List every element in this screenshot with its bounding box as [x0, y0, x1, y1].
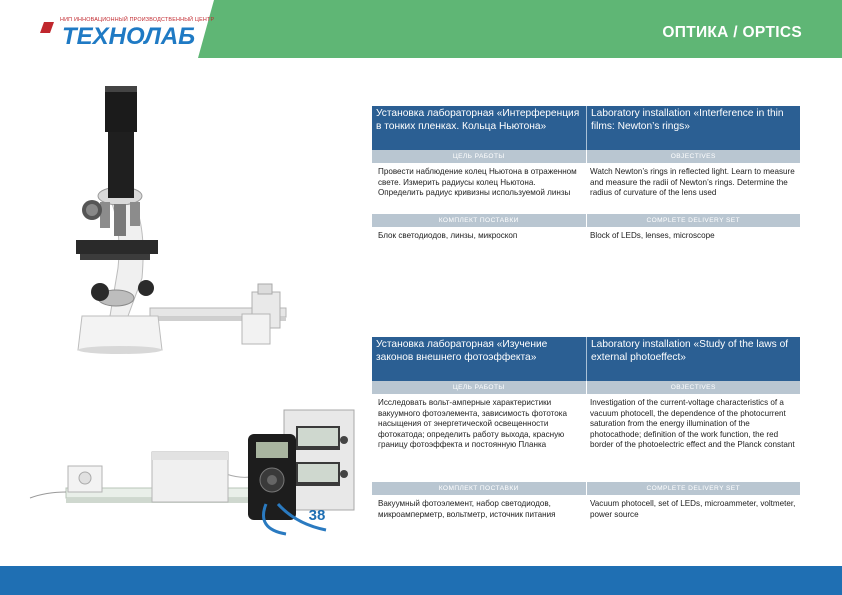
header-bar	[0, 0, 842, 58]
delivery-set-header-ru: КОМПЛЕКТ ПОСТАВКИ	[438, 485, 519, 492]
delivery-set-text-ru: Вакуумный фотоэлемент, набор светодиодов, микроамперметр, вольтметр, источник питания	[378, 499, 556, 519]
product-title-row	[372, 106, 800, 150]
logo-tagline: НИП ИННОВАЦИОННЫЙ ПРОИЗВОДСТВЕННЫЙ ЦЕНТР	[60, 17, 215, 23]
microscope-illustration	[70, 78, 300, 358]
section-title: ОПТИКА / OPTICS	[662, 24, 802, 41]
product-title-en: Laboratory installation «Study of the laws of external photoeffect»	[586, 337, 800, 381]
objectives-header-row	[372, 150, 800, 163]
delivery-set-row	[372, 495, 800, 535]
objectives-header-en: OBJECTIVES	[586, 150, 801, 163]
product-title-row	[372, 337, 800, 381]
objectives-text-ru: Исследовать вольт-амперные характеристики вакуумного фотоэлемента, зависимость фототока насыщения от энергетической освещенности фотокатода; определить работу выхода, красную границу фотоэффекта и постоянную Планка	[378, 398, 567, 449]
product-block-newtons-rings	[372, 106, 800, 247]
product-title-ru: Установка лабораторная «Интерференция в тонких пленках. Кольца Ньютона»	[376, 108, 580, 132]
objectives-text-ru: Провести наблюдение колец Ньютона в отраженном свете. Измерить радиусы колец Ньютона. Определить радиус кривизны используемой линзы	[378, 167, 577, 197]
logo-text: ТЕХНОЛАБ	[62, 23, 196, 50]
delivery-set-text-ru: Блок светодиодов, линзы, микроскоп	[378, 231, 518, 240]
delivery-set-header-en: COMPLETE DELIVERY SET	[586, 214, 801, 227]
objectives-header-ru: ЦЕЛЬ РАБОТЫ	[452, 384, 505, 391]
delivery-set-text-en: Block of LEDs, lenses, microscope	[590, 231, 715, 240]
product-block-photoeffect	[372, 337, 800, 535]
microscope-installation-photo	[70, 78, 300, 358]
objectives-header-en: OBJECTIVES	[586, 381, 801, 394]
delivery-set-text-en: Vacuum photocell, set of LEDs, microammeter, voltmeter, power source	[590, 499, 796, 519]
objectives-header-row	[372, 381, 800, 394]
objectives-text-en: Watch Newton’s rings in reflected light. Learn to measure and measure the radii of Newton’s rings. Determine the radius of curvature of the lens used	[590, 167, 795, 197]
delivery-set-header-row	[372, 214, 800, 227]
delivery-set-header-en: COMPLETE DELIVERY SET	[586, 482, 801, 495]
delivery-set-row	[372, 227, 800, 247]
delivery-set-header-row	[372, 482, 800, 495]
page-number: 38	[308, 507, 326, 524]
objectives-row	[372, 163, 800, 214]
logo	[0, 0, 214, 58]
objectives-text-en: Investigation of the current-voltage characteristics of a vacuum photocell, the dependence of the photocurrent saturation from the energy illumination of the photocathode; definition of the work function, the red border of the photoelectric effect and the Planck constant	[590, 398, 795, 449]
product-title-ru: Установка лабораторная «Изучение законов внешнего фотоэффекта»	[376, 339, 548, 363]
objectives-header-ru: ЦЕЛЬ РАБОТЫ	[452, 153, 505, 160]
objectives-row	[372, 394, 800, 482]
product-title-en: Laboratory installation «Interference in thin films: Newton’s rings»	[586, 106, 800, 150]
footer-bar	[0, 566, 842, 595]
delivery-set-header-ru: КОМПЛЕКТ ПОСТАВКИ	[438, 217, 519, 224]
